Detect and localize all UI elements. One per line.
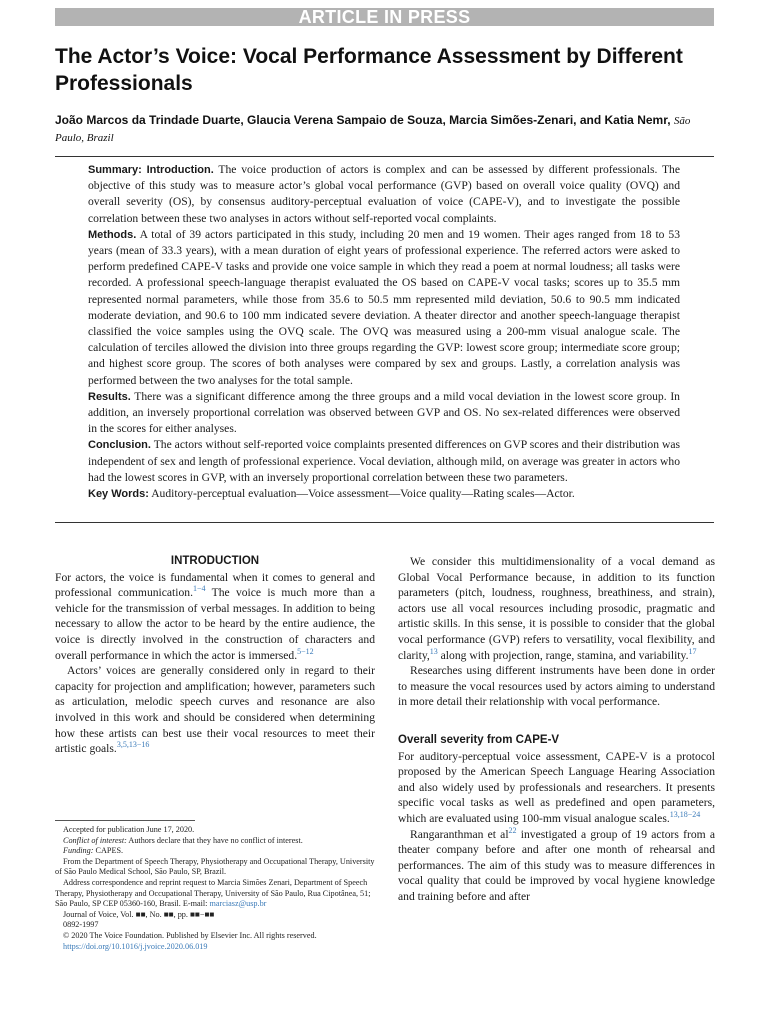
conclusion-label: Conclusion. <box>88 439 151 452</box>
accepted-date: Accepted for publication June 17, 2020. <box>63 825 195 834</box>
left-column <box>55 554 375 757</box>
abstract-methods <box>88 227 680 389</box>
conclusion-text: The actors without self-reported voice complaints presented differences on GVP scores and their distribution was independent of sex and length of professional experience. Vocal deviation, although mild, on average was greater in actors who had the lowest scores in GVP, with an inversely proportional correlation between these two parameters. <box>88 438 680 484</box>
methods-text: A total of 39 actors participated in this study, including 20 men and 19 women. Their ages ranged from 18 to 53 years (mean of 33.3 years), with a mean duration of eight years of professional experience. The referred actors were asked to perform predefined CAPE-V tasks and provide one voice sample in which they read a poem at normal loudness; all tasks were recorded. A professional speech-language therapist evaluated the OS based on CAPE-V vocal tasks; scores up to 35.5 mm represented normal parameters, while those from 35.6 to 50.5 mm represented mild deviation, 50.6 to 90.5 mm indicated moderate deviation, and 90.6 to 100 mm indicated severe deviation. A theater director and another speech-language therapist classified the voice samples using the OVQ scale. The OVQ was measured using a 200-mm visual analogue scale. The calculation of terciles allowed the division into three groups regarding the GVP: lowest score group; intermediate score group; and highest score group. The scores of both analyses were compared by sex and groups. Lastly, a correlation analysis was performed between the two analyses for the total sample. <box>88 227 680 387</box>
intro-p1-text: For actors, the voice is fundamental when it comes to general and professional communication. <box>55 570 375 600</box>
right-p4a-text: Rangaranthman et al <box>410 827 509 841</box>
citation-link[interactable]: 22 <box>508 825 517 835</box>
funding-note <box>55 846 375 857</box>
right-paragraph-1 <box>398 554 715 663</box>
intro-paragraph-1 <box>55 570 375 664</box>
section-spacer <box>398 710 715 733</box>
right-paragraph-3 <box>398 749 715 827</box>
citation-link[interactable]: 3,5,13−16 <box>116 740 150 750</box>
right-paragraph-2: Researches using different instruments have been done in order to measure the vocal resources used by actors aiming to understand in more detail their relationship with vocal performance. <box>398 664 715 709</box>
author-list <box>55 112 715 146</box>
issn: 0892-1997 <box>63 920 99 930</box>
right-p4b-text: investigated a group of 19 actors from a theater company before and after one month of rehearsal and performances. The aim of this study was to measure differences in vocal quality that could be improved by vocal hygiene knowledge and training before and after <box>398 827 715 903</box>
citation-link[interactable]: 5−12 <box>297 646 314 656</box>
funding-label: Funding: <box>63 846 94 856</box>
keywords-label: Key Words: <box>88 488 149 501</box>
author-location: São Paulo, Brazil <box>55 115 691 144</box>
abstract <box>88 162 680 502</box>
funding-text: CAPES. <box>93 846 124 856</box>
article-in-press-banner: ARTICLE IN PRESS <box>55 8 714 26</box>
right-paragraph-4 <box>398 827 715 905</box>
right-p1-text: We consider this multidimensionality of a vocal demand as Global Vocal Performance because, in addition to its function parameters (pitch, loudness, roughness, breathiness, and strain), actors use all vocal resources including prosodic, pragmatic and artistic skills. In this sense, it is possible to consider that the global vocal performance (GVP) refers to versatility, vocal flexibility, and clarity, <box>398 555 715 662</box>
abstract-results <box>88 389 680 438</box>
intro-paragraph-2 <box>55 663 375 757</box>
doi-link[interactable]: https://doi.org/10.1016/j.jvoice.2020.06.019 <box>63 941 208 951</box>
results-text: There was a significant difference among the three groups and a mild vocal deviation in the lowest score group. In addition, an inversely proportional correlation was observed between GVP and OS. No sex-related differences were observed in the scores for either analyses. <box>88 389 680 436</box>
abstract-top-rule <box>55 156 714 157</box>
address-text: Address correspondence and reprint request to Marcia Simões Zenari, Department of Speech Therapy, Physiotherapy and Occupational Therapy, University of São Paulo, Rua Cipotânea, 51; São Paulo, SP CEP 05360-160, Brasil. E-mail: <box>55 877 371 909</box>
conflict-note <box>55 836 375 847</box>
intro-p1b-text: The voice is much more than a vehicle for the transmission of verbal messages. In addition to being necessary to allow the actor to be heard by the entire audience, the voice is directly involved in the construction of characters and overall performance in which the actor is immersed. <box>55 586 375 662</box>
doi-note <box>55 942 375 953</box>
footnote-rule <box>55 820 195 821</box>
citation-link[interactable]: 13,18−24 <box>669 810 701 820</box>
methods-label: Methods. <box>88 228 137 241</box>
summary-label: Summary: <box>88 164 142 176</box>
citation-link[interactable]: 13 <box>429 646 438 656</box>
author-names: João Marcos da Trindade Duarte, Glaucia Verena Sampaio de Souza, Marcia Simões-Zenari, and Katia Nemr, <box>55 113 671 127</box>
footnotes <box>55 825 375 952</box>
abstract-conclusion <box>88 437 680 486</box>
affiliation-note: From the Department of Speech Therapy, Physiotherapy and Occupational Therapy, University of São Paulo Medical School, São Paulo, SP, Brazil. <box>55 856 375 877</box>
keywords-text: Auditory-perceptual evaluation—Voice assessment—Voice quality—Rating scales—Actor. <box>151 487 575 501</box>
intro-p2-text: Actors’ voices are generally considered only in regard to their capacity for projection and amplification; however, parameters such as articulation, melodic speech curves and resonance are also involved in this work and should be considered when determining how these artists can best use their vocal resources to meet their artistic goals. <box>55 664 375 756</box>
citation-link[interactable]: 1−4 <box>193 584 206 594</box>
right-p3-text: For auditory-perceptual voice assessment, CAPE-V is a protocol proposed by the American Speech Language Hearing Association and also widely used by professionals and researchers. It presents specific vocal tasks as well as predefined and open parameters, which are evaluated using 100-mm visual analogue scales. <box>398 749 715 825</box>
email-link[interactable]: marciasz@usp.br <box>209 899 267 909</box>
correspondence-note <box>55 878 375 910</box>
right-column <box>398 554 715 904</box>
results-label: Results. <box>88 390 131 403</box>
conflict-label: Conflict of interest: <box>63 835 127 845</box>
abstract-bottom-rule <box>55 522 714 523</box>
abstract-keywords <box>88 486 680 502</box>
citation-link[interactable]: 17 <box>688 646 697 656</box>
introduction-heading: INTRODUCTION <box>170 555 260 567</box>
introduction-text: The voice production of actors is complex and can be assessed by different professionals. The objective of this study was to measure actor’s global vocal performance (GVP) based on overall voice quality (OVQ) and overall severity (OS), by consensus auditory-perceptual evaluation of voice (CAPE-V), and to investigate the possible correlation between these two analyses in actors without self-reported vocal complaints. <box>88 163 680 225</box>
journal-citation: Journal of Voice, Vol. ■■, No. ■■, pp. ■■−■■ <box>63 909 215 919</box>
overall-severity-heading: Overall severity from CAPE-V <box>398 733 560 746</box>
right-p1b-text: along with projection, range, stamina, and variability. <box>437 648 689 662</box>
conflict-text: Authors declare that they have no conflict of interest. <box>126 835 303 845</box>
introduction-label: Introduction. <box>146 164 214 176</box>
article-title: The Actor’s Voice: Vocal Performance Assessment by Different Professionals <box>55 45 683 95</box>
abstract-introduction <box>88 162 680 227</box>
copyright-notice: © 2020 The Voice Foundation. Published by Elsevier Inc. All rights reserved. <box>63 930 317 940</box>
